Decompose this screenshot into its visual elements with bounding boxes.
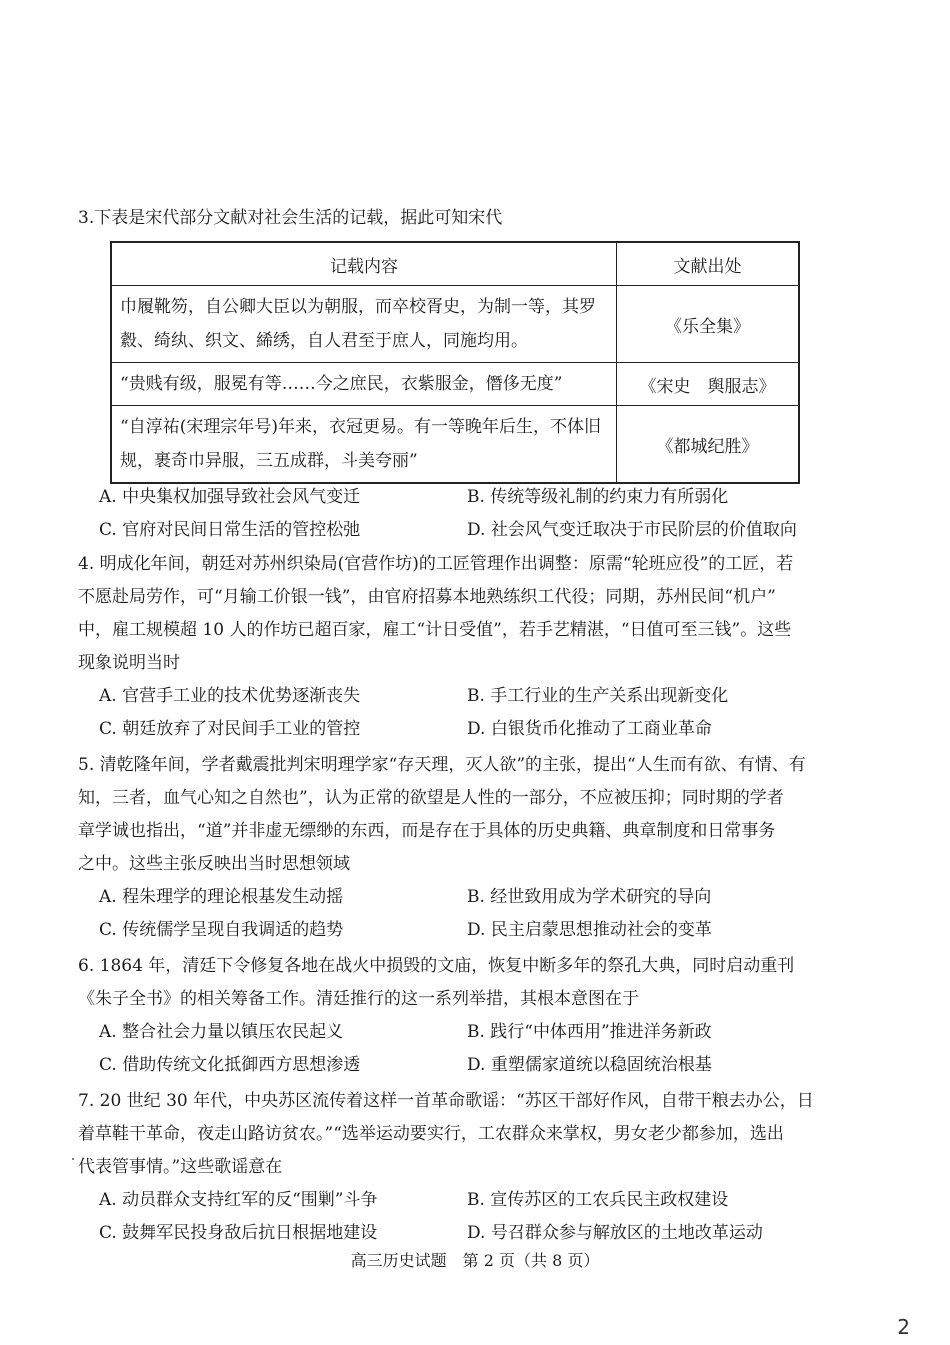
question-5: [78, 749, 818, 947]
table-cell-source: 《都城纪胜》: [617, 406, 800, 484]
question-6: [78, 950, 818, 1082]
question-line: 知，三者，血气心知之自然也”，认为正常的欲望是人性的一部分，不应被压抑；同时期的学者: [78, 788, 784, 808]
table-cell-source: 《乐全集》: [617, 286, 800, 363]
scan-speck: [72, 1158, 74, 1160]
question-line: 之中。这些主张反映出当时思想领域: [78, 854, 350, 874]
question-3: [78, 202, 818, 235]
option-d: D. 白银货币化推动了工商业革命: [467, 719, 712, 739]
option-b: B. 践行“中体西用”推进洋务新政: [467, 1022, 712, 1042]
question-line: 《朱子全书》的相关筹备工作。清廷推行的这一系列举措，其根本意图在于: [78, 989, 639, 1009]
option-c: C. 传统儒学呈现自我调适的趋势: [99, 920, 344, 940]
question-line: 6. 1864 年，清廷下令修复各地在战火中损毁的文庙，恢复中断多年的祭孔大典，同时启动重刊: [78, 956, 795, 976]
page-number: 2: [897, 1315, 910, 1339]
table-header-source: 文献出处: [617, 242, 800, 286]
option-a: A. 中央集权加强导致社会风气变迁: [99, 487, 361, 507]
table-row: [111, 363, 799, 406]
option-d: D. 号召群众参与解放区的土地改革运动: [467, 1223, 763, 1243]
table-row: [111, 286, 799, 363]
option-a: A. 动员群众支持红军的反“围剿”斗争: [99, 1190, 378, 1210]
option-a: A. 程朱理学的理论根基发生动摇: [99, 887, 344, 907]
question-line: 着草鞋干革命，夜走山路访贫农。”“选举运动要实行，工农群众来掌权，男女老少都参加，选出: [78, 1124, 784, 1144]
option-c: C. 朝廷放弃了对民间手工业的管控: [99, 719, 361, 739]
question-line: 7. 20 世纪 30 年代，中央苏区流传着这样一首革命歌谣：“苏区干部好作风，自带干粮去办公，日: [78, 1091, 814, 1111]
question-line: 代表管事情。”这些歌谣意在: [78, 1157, 283, 1177]
table-cell-content: “自淳祐(宋理宗年号)年来，衣冠更易。有一等晚年后生，不体旧规，裹奇巾异服，三五成群，斗美夸丽”: [111, 406, 617, 484]
option-d: D. 民主启蒙思想推动社会的变革: [467, 920, 712, 940]
question-4: [78, 548, 818, 746]
question-line: 不愿赴局劳作，可“月输工价银一钱”，由官府招募本地熟练织工代役；同期，苏州民间“机户”: [78, 587, 776, 607]
table-header-row: [111, 242, 799, 286]
option-b: B. 宣传苏区的工农兵民主政权建设: [467, 1190, 729, 1210]
table-cell-source: 《宋史 舆服志》: [617, 363, 800, 406]
table-header-content: 记载内容: [111, 242, 617, 286]
question-line: 5. 清乾隆年间，学者戴震批判宋明理学家“存天理，灭人欲”的主张，提出“人生而有欲、有情、有: [78, 755, 806, 775]
option-a: A. 官营手工业的技术优势逐渐丧失: [99, 686, 361, 706]
question-3-options: [78, 481, 818, 547]
option-d: D. 重塑儒家道统以稳固统治根基: [467, 1055, 712, 1075]
option-b: B. 手工行业的生产关系出现新变化: [467, 686, 729, 706]
question-7: [78, 1085, 818, 1250]
option-b: B. 经世致用成为学术研究的导向: [467, 887, 712, 907]
question-line: 现象说明当时: [78, 653, 180, 673]
record-table: [110, 241, 800, 484]
question-stem: 3.下表是宋代部分文献对社会生活的记载，据此可知宋代: [78, 208, 503, 228]
option-c: C. 官府对民间日常生活的管控松弛: [99, 520, 361, 540]
table-cell-content: “贵贱有级，服冕有等……今之庶民，衣紫服金，僭侈无度”: [111, 363, 617, 406]
question-line: 4. 明成化年间，朝廷对苏州织染局(官营作坊)的工匠管理作出调整：原需“轮班应役”的工匠，若: [78, 554, 794, 574]
option-a: A. 整合社会力量以镇压农民起义: [99, 1022, 344, 1042]
table-row: [111, 406, 799, 484]
question-line: 中，雇工规模超 10 人的作坊已超百家，雇工“计日受值”，若手艺精湛，“日值可至三钱”。这些: [78, 620, 792, 640]
page-footer: 高三历史试题 第 2 页（共 8 页）: [350, 1251, 600, 1270]
option-c: C. 借助传统文化抵御西方思想渗透: [99, 1055, 361, 1075]
option-d: D. 社会风气变迁取决于市民阶层的价值取向: [467, 520, 797, 540]
table-cell-content: 巾履靴笏，自公卿大臣以为朝服，而卒校胥史，为制一等，其罗縠、绮纨、织文、絺绣，自人君至于庶人，同施均用。: [111, 286, 617, 363]
option-c: C. 鼓舞军民投身敌后抗日根据地建设: [99, 1223, 378, 1243]
question-line: 章学诚也指出，“道”并非虚无缥缈的东西，而是存在于具体的历史典籍、典章制度和日常事务: [78, 821, 776, 841]
option-b: B. 传统等级礼制的约束力有所弱化: [467, 487, 729, 507]
